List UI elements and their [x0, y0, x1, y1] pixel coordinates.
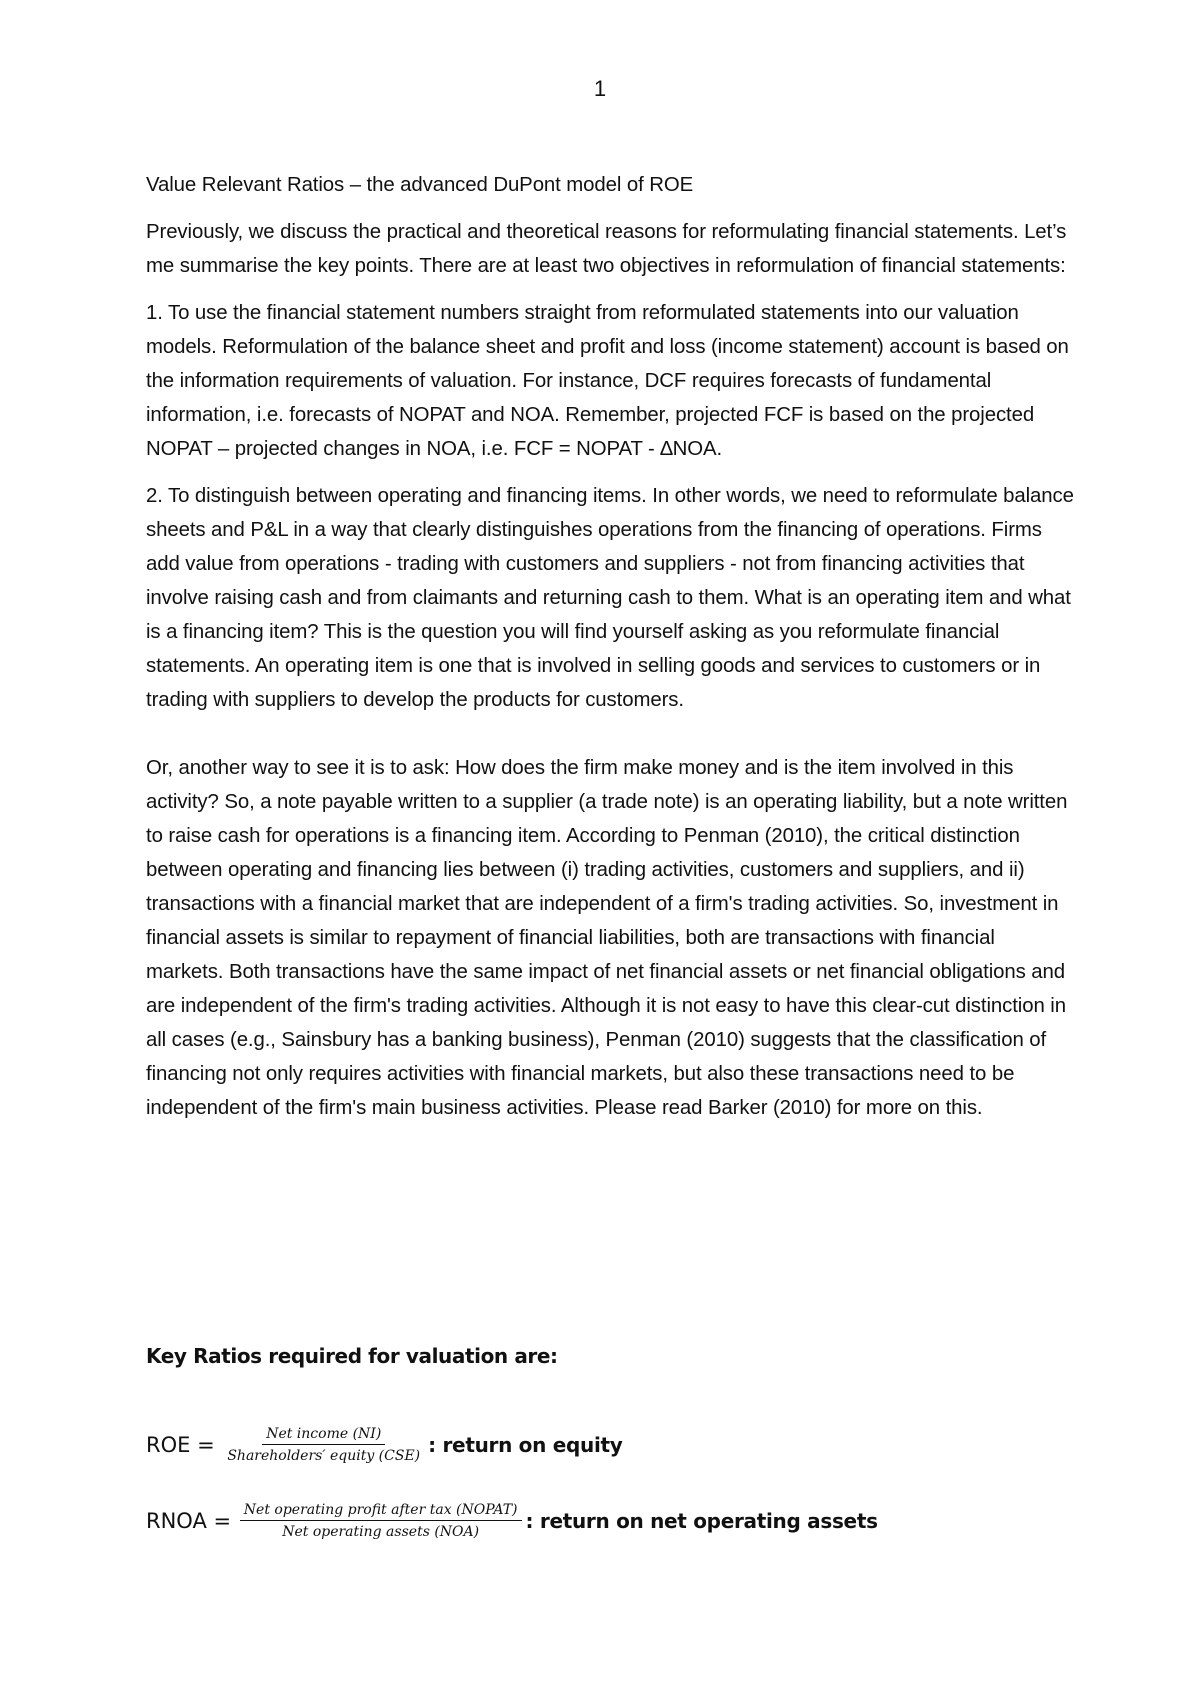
body-text: [146, 168, 1076, 1138]
paragraph-objective-1: 1. To use the financial statement numbers straight from reformulated statements into our valuation models. Reformulation of the balance sheet and profit and loss (income statement) account is based on the information requirements of valuation. For instance, DCF requires forecasts of fundamental information, i.e. forecasts of NOPAT and NOA. Remember, projected FCF is based on the projected NOPAT – projected changes in NOA, i.e. FCF = NOPAT - ∆NOA.: [146, 302, 1069, 460]
roe-numerator: Net income (NI): [262, 1426, 385, 1445]
paragraph-penman: Or, another way to see it is to ask: How does the firm make money and is the item involved in this activity? So, a note payable written to a supplier (a trade note) is an operating liability, but a note written to raise cash for operations is a financing item. According to Penman (2010), the critical distinction between operating and financing lies between (i) trading activities, customers and suppliers, and ii) transactions with a financial market that are independent of a firm's trading activities. So, investment in financial assets is similar to repayment of financial liabilities, both are transactions with financial markets. Both transactions have the same impact of net financial assets or net financial obligations and are independent of the firm's trading activities. Although it is not easy to have this clear-cut distinction in all cases (e.g., Sainsbury has a banking business), Penman (2010) suggests that the classification of financing not only requires activities with financial markets, but also these transactions need to be independent of the firm's main business activities. Please read Barker (2010) for more on this.: [146, 757, 1068, 1119]
paragraph-objective-2: 2. To distinguish between operating and financing items. In other words, we need to reformulate balance sheets and P&L in a way that clearly distinguishes operations from the financing of operations. Firms add value from operations - trading with customers and suppliers - not from financing activities that involve raising cash and from claimants and returning cash to them. What is an operating item and what is a financing item? This is the question you will find yourself asking as you reformulate financial statements. An operating item is one that is involved in selling goods and services to customers or in trading with suppliers to develop the products for customers.: [146, 485, 1074, 711]
rnoa-label: RNOA =: [146, 1509, 238, 1533]
roe-denominator: Shareholders′ equity (CSE): [227, 1448, 421, 1464]
rnoa-fraction: [240, 1502, 522, 1540]
rnoa-formula: [146, 1502, 878, 1540]
paragraph-intro: Previously, we discuss the practical and theoretical reasons for reformulating financial statements. Let’s me summarise the key points. There are at least two objectives in reformulation of financial statements:: [146, 221, 1067, 277]
document-title: Value Relevant Ratios – the advanced DuPont model of ROE: [146, 174, 694, 196]
roe-description: : return on equity: [428, 1433, 623, 1457]
rnoa-numerator: Net operating profit after tax (NOPAT): [240, 1502, 522, 1521]
roe-fraction: [223, 1426, 424, 1464]
rnoa-denominator: Net operating assets (NOA): [282, 1524, 480, 1540]
roe-label: ROE =: [146, 1433, 222, 1457]
page-number: 1: [593, 76, 607, 101]
roe-formula: [146, 1426, 623, 1464]
key-ratios-heading: Key Ratios required for valuation are:: [146, 1344, 558, 1368]
rnoa-description: : return on net operating assets: [525, 1509, 878, 1533]
